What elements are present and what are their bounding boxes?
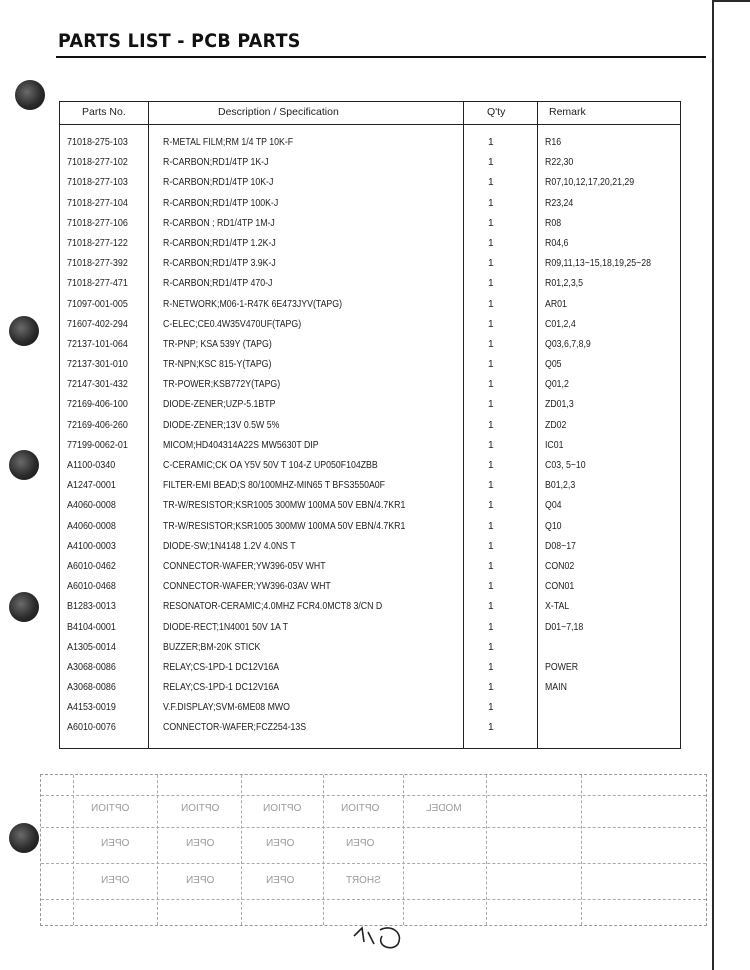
qty-cell: 1 <box>488 601 494 613</box>
description-cell: R-CARBON;RD1/4TP 1K-J <box>163 157 269 169</box>
qty-cell: 1 <box>488 379 494 391</box>
description-cell: V.F.DISPLAY;SVM-6ME08 MWO <box>163 702 290 714</box>
remark-cell: R08 <box>545 217 562 229</box>
remark-cell: Q03,6,7,8,9 <box>545 338 591 350</box>
qty-cell: 1 <box>488 157 494 169</box>
part-no-cell: A6010-0462 <box>67 560 116 572</box>
description-cell: DIODE-SW;1N4148 1.2V 4.0NS T <box>163 540 296 552</box>
remark-cell: Q01,2 <box>545 379 569 391</box>
part-no-cell: 71018-277-103 <box>67 177 128 189</box>
table-row <box>60 478 680 498</box>
description-cell: MICOM;HD404314A22S MW5630T DIP <box>163 439 319 451</box>
table-row <box>60 539 680 559</box>
part-no-cell: A6010-0076 <box>67 722 116 734</box>
description-cell: R-CARBON ; RD1/4TP 1M-J <box>163 217 275 229</box>
part-no-cell: 71018-277-471 <box>67 278 128 290</box>
qty-cell: 1 <box>488 197 494 209</box>
table-row <box>60 216 680 236</box>
description-cell: R-CARBON;RD1/4TP 100K-J <box>163 197 279 209</box>
table-row <box>60 660 680 680</box>
description-cell: DIODE-ZENER;13V 0.5W 5% <box>163 419 280 431</box>
table-row <box>60 236 680 256</box>
page-title: PARTS LIST - PCB PARTS <box>58 30 301 52</box>
description-cell: R-NETWORK;M06-1-R47K 6E473JYV(TAPG) <box>163 298 343 310</box>
qty-cell: 1 <box>488 460 494 471</box>
remark-cell: MAIN <box>545 682 567 694</box>
remark-cell: D01~7,18 <box>545 621 584 633</box>
binder-hole-5 <box>9 823 39 853</box>
table-row <box>60 579 680 599</box>
table-row <box>60 256 680 276</box>
qty-cell: 1 <box>488 641 494 653</box>
remark-cell: Q04 <box>545 500 562 512</box>
qty-cell: 1 <box>488 399 494 411</box>
table-row <box>60 680 680 700</box>
part-no-cell: 71018-277-122 <box>67 237 128 249</box>
remark-cell: X-TAL <box>545 601 570 613</box>
remark-cell: R22,30 <box>545 157 574 169</box>
qty-cell: 1 <box>488 540 494 552</box>
part-no-cell: A4060-0008 <box>67 520 116 532</box>
title-underline <box>56 56 706 58</box>
remark-cell: POWER <box>545 661 579 673</box>
table-row <box>60 700 680 720</box>
remark-cell: ZD01,3 <box>545 399 574 411</box>
table-row <box>60 620 680 640</box>
part-no-cell: 77199-0062-01 <box>67 439 128 451</box>
binder-hole-3 <box>9 450 39 480</box>
description-cell: CONNECTOR-WAFER;YW396-03AV WHT <box>163 581 331 593</box>
qty-cell: 1 <box>488 237 494 249</box>
qty-cell: 1 <box>488 217 494 229</box>
table-row <box>60 559 680 579</box>
remark-cell: B01,2,3 <box>545 480 576 492</box>
part-no-cell: A1247-0001 <box>67 480 116 492</box>
qty-cell: 1 <box>488 137 494 148</box>
table-row <box>60 317 680 337</box>
table-row <box>60 276 680 296</box>
table-row <box>60 458 680 478</box>
table-row <box>60 357 680 377</box>
description-cell: DIODE-RECT;1N4001 50V 1A T <box>163 621 288 633</box>
table-row <box>60 519 680 539</box>
part-no-cell: 72137-301-010 <box>67 359 128 371</box>
table-row <box>60 377 680 397</box>
part-no-cell: A6010-0468 <box>67 581 116 593</box>
part-no-cell: A4153-0019 <box>67 702 116 714</box>
remark-cell: CON01 <box>545 581 575 593</box>
qty-cell: 1 <box>488 177 494 189</box>
description-cell: TR-W/RESISTOR;KSR1005 300MW 100MA 50V EBN/4.7KR1 <box>163 520 406 532</box>
remark-cell: R04,6 <box>545 237 569 249</box>
part-no-cell: A3068-0086 <box>67 661 116 673</box>
remark-cell: AR01 <box>545 298 567 310</box>
part-no-cell: 72169-406-260 <box>67 419 128 431</box>
description-cell: TR-NPN;KSC 815-Y(TAPG) <box>163 359 272 371</box>
description-cell: RESONATOR-CERAMIC;4.0MHZ FCR4.0MCT8 3/CN D <box>163 601 383 613</box>
description-cell: C-ELEC;CE0.4W35V470UF(TAPG) <box>163 318 302 330</box>
qty-cell: 1 <box>488 520 494 532</box>
part-no-cell: A3068-0086 <box>67 682 116 694</box>
part-no-cell: 72147-301-432 <box>67 379 128 391</box>
remark-cell: IC01 <box>545 439 564 451</box>
qty-cell: 1 <box>488 621 494 633</box>
description-cell: R-CARBON;RD1/4TP 3.9K-J <box>163 258 276 270</box>
remark-cell: R09,11,13~15,18,19,25~28 <box>545 258 652 270</box>
header-part-no: Parts No. <box>82 106 126 118</box>
description-cell: C-CERAMIC;CK OA Y5V 50V T 104-Z UP050F104ZBB <box>163 460 378 471</box>
table-row <box>60 135 680 155</box>
qty-cell: 1 <box>488 722 494 734</box>
table-row <box>60 498 680 518</box>
description-cell: DIODE-ZENER;UZP-5.1BTP <box>163 399 276 411</box>
remark-cell: C01,2,4 <box>545 318 576 330</box>
part-no-cell: 72137-101-064 <box>67 338 128 350</box>
qty-cell: 1 <box>488 298 494 310</box>
description-cell: R-CARBON;RD1/4TP 10K-J <box>163 177 274 189</box>
part-no-cell: A1100-0340 <box>67 460 116 471</box>
remark-cell: C03, 5~10 <box>545 460 586 471</box>
remark-cell: Q05 <box>545 359 562 371</box>
table-row <box>60 640 680 660</box>
remark-cell: CON02 <box>545 560 575 572</box>
table-row <box>60 337 680 357</box>
table-row <box>60 196 680 216</box>
table-row <box>60 418 680 438</box>
binder-hole-1 <box>15 80 45 110</box>
qty-cell: 1 <box>488 318 494 330</box>
description-cell: TR-W/RESISTOR;KSR1005 300MW 100MA 50V EBN/4.7KR1 <box>163 500 406 512</box>
page-corner-tick <box>712 0 750 2</box>
remark-cell: R07,10,12,17,20,21,29 <box>545 177 635 189</box>
description-cell: BUZZER;BM-20K STICK <box>163 641 261 653</box>
qty-cell: 1 <box>488 359 494 371</box>
description-cell: R-METAL FILM;RM 1/4 TP 10K-F <box>163 137 294 148</box>
remark-cell: ZD02 <box>545 419 567 431</box>
part-no-cell: 71018-277-104 <box>67 197 128 209</box>
description-cell: R-CARBON;RD1/4TP 1.2K-J <box>163 237 276 249</box>
remark-cell: R16 <box>545 137 562 148</box>
part-no-cell: A4060-0008 <box>67 500 116 512</box>
table-row <box>60 175 680 195</box>
description-cell: TR-POWER;KSB772Y(TAPG) <box>163 379 281 391</box>
part-no-cell: B1283-0013 <box>67 601 116 613</box>
qty-cell: 1 <box>488 581 494 593</box>
binder-hole-2 <box>9 316 39 346</box>
table-row <box>60 720 680 740</box>
description-cell: RELAY;CS-1PD-1 DC12V16A <box>163 682 280 694</box>
part-no-cell: 71018-277-102 <box>67 157 128 169</box>
handwritten-mark <box>352 922 412 952</box>
header-qty: Q'ty <box>487 106 506 118</box>
part-no-cell: 71018-277-106 <box>67 217 128 229</box>
remark-cell: R01,2,3,5 <box>545 278 584 290</box>
part-no-cell: A1305-0014 <box>67 641 116 653</box>
qty-cell: 1 <box>488 439 494 451</box>
description-cell: CONNECTOR-WAFER;YW396-05V WHT <box>163 560 326 572</box>
header-divider <box>60 124 680 125</box>
remark-cell: D08~17 <box>545 540 576 552</box>
qty-cell: 1 <box>488 500 494 512</box>
qty-cell: 1 <box>488 560 494 572</box>
table-body <box>60 135 680 741</box>
qty-cell: 1 <box>488 682 494 694</box>
part-no-cell: 71607-402-294 <box>67 318 128 330</box>
part-no-cell: 72169-406-100 <box>67 399 128 411</box>
binder-hole-4 <box>9 592 39 622</box>
qty-cell: 1 <box>488 702 494 714</box>
description-cell: CONNECTOR-WAFER;FCZ254-13S <box>163 722 307 734</box>
table-row <box>60 297 680 317</box>
qty-cell: 1 <box>488 480 494 492</box>
part-no-cell: A4100-0003 <box>67 540 116 552</box>
table-row <box>60 155 680 175</box>
table-row <box>60 599 680 619</box>
description-cell: RELAY;CS-1PD-1 DC12V16A <box>163 661 280 673</box>
header-description: Description / Specification <box>218 106 339 118</box>
qty-cell: 1 <box>488 419 494 431</box>
part-no-cell: 71018-277-392 <box>67 258 128 270</box>
qty-cell: 1 <box>488 278 494 290</box>
header-remark: Remark <box>549 106 586 118</box>
description-cell: TR-PNP; KSA 539Y (TAPG) <box>163 338 272 350</box>
table-row <box>60 438 680 458</box>
remark-cell: Q10 <box>545 520 562 532</box>
table-row <box>60 397 680 417</box>
page-edge-line <box>712 0 714 970</box>
part-no-cell: B4104-0001 <box>67 621 116 633</box>
qty-cell: 1 <box>488 338 494 350</box>
remark-cell: R23,24 <box>545 197 574 209</box>
qty-cell: 1 <box>488 258 494 270</box>
description-cell: FILTER-EMI BEAD;S 80/100MHZ-MIN65 T BFS3550A0F <box>163 480 386 492</box>
part-no-cell: 71097-001-005 <box>67 298 128 310</box>
scan-artifact-box: OPTION OPTION OPTION OPTION MODEL OPEN OPEN OPEN OPEN OPEN OPEN OPEN SHORT <box>40 774 707 926</box>
description-cell: R-CARBON;RD1/4TP 470-J <box>163 278 273 290</box>
part-no-cell: 71018-275-103 <box>67 137 128 148</box>
qty-cell: 1 <box>488 661 494 673</box>
parts-table <box>59 101 681 749</box>
